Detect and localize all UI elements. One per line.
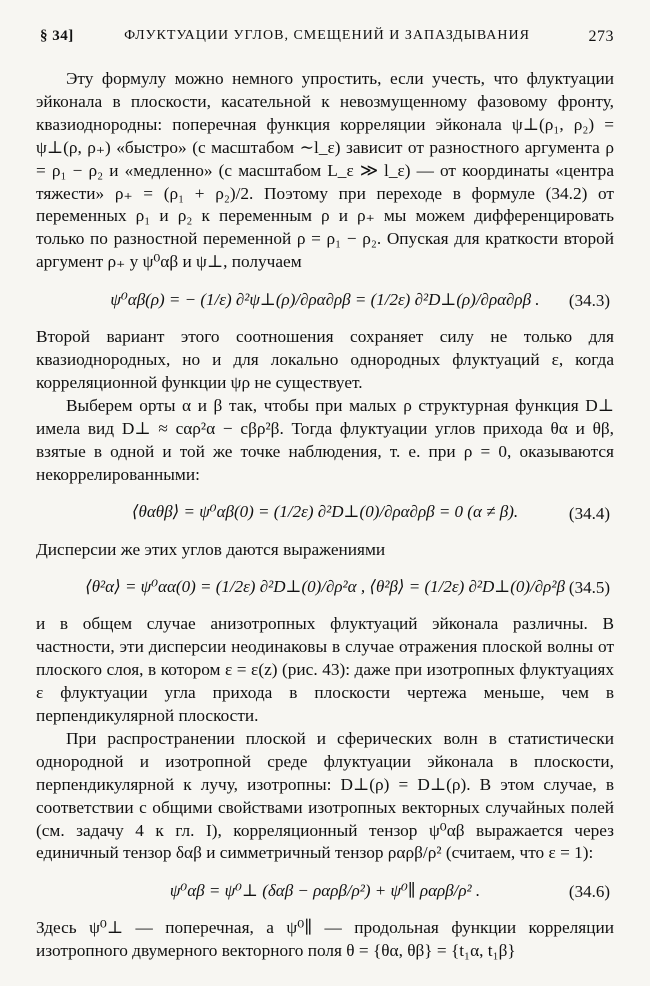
page-number: 273	[588, 28, 614, 45]
equation-34-4-formula: ⟨θαθβ⟩ = ψ⁰αβ(0) = (1/2ε) ∂²D⊥(0)/∂ρα∂ρβ = 0 (α ≠ β).	[131, 502, 519, 522]
equation-34-3-number: (34.3)	[568, 291, 610, 311]
running-title: ФЛУКТУАЦИИ УГЛОВ, СМЕЩЕНИЙ И ЗАПАЗДЫВАНИЯ	[124, 28, 530, 43]
equation-34-5	[36, 565, 614, 609]
paragraph-6: При распространении плоской и сферических волн в статистически однородной и изотропной среде флуктуации эйконала в плоскости, перпендикулярной к лучу, изотропны: D⊥(ρ) = D⊥(ρ). В этом случае, в соответствии с общими свойствами изотропных векторных случайных полей (см. задачу 4 к гл. I), корреляционный тензор ψ⁰αβ выражается через единичный тензор δαβ и симметричный тензор ραρβ/ρ² (считаем, что ε = 1):	[36, 728, 614, 863]
equation-34-6-number: (34.6)	[568, 882, 610, 902]
running-header	[40, 28, 614, 50]
section-marker: § 34]	[40, 28, 74, 44]
paragraph-4: Дисперсии же этих углов даются выражениями	[36, 539, 386, 559]
equation-34-3-formula: ψ⁰αβ(ρ) = − (1/ε) ∂²ψ⊥(ρ)/∂ρα∂ρβ = (1/2ε) ∂²D⊥(ρ)/∂ρα∂ρβ .	[110, 289, 540, 309]
equation-34-3	[36, 278, 614, 322]
equation-34-4-number: (34.4)	[568, 503, 610, 523]
paragraph-2: Второй вариант этого соотношения сохраняет силу не только для квазиоднородных, но и для локально однородных флуктуаций ε, когда корреляционной функции ψρ не существует.	[36, 327, 614, 392]
paragraph-3: Выберем орты α и β так, чтобы при малых ρ структурная функция D⊥ имела вид D⊥ ≈ cαρ²α − cβρ²β. Тогда флуктуации углов прихода θα и θβ, взятые в одной и той же точке наблюдения, т. е. при ρ = 0, оказываются некоррелированными:	[36, 395, 614, 484]
equation-34-5-number: (34.5)	[568, 578, 610, 598]
equation-34-6-formula: ψ⁰αβ = ψ⁰⊥ (δαβ − ραρβ/ρ²) + ψ⁰∥ ραρβ/ρ² .	[169, 880, 481, 900]
paragraph-1: Эту формулу можно немного упростить, если учесть, что флуктуации эйконала в плоскости, касательной к невозмущенному фазовому фронту, квазиоднородны: поперечная функция корреляции эйконала ψ⊥(ρ₁, ρ₂) = ψ⊥(ρ, ρ₊) «быстро» (с масштабом ∼l_ε) зависит от разностного аргумента ρ = ρ₁ − ρ₂ и «медленно» (с масштабом L_ε ≫ l_ε) — от координаты «центра тяжести» ρ₊ = (ρ₁ + ρ₂)/2. Поэтому при переходе в формуле (34.2) от переменных ρ₁ и ρ₂ к переменным ρ и ρ₊ мы можем дифференцировать только по разностной переменной ρ = ρ₁ − ρ₂. Опуская для краткости второй аргумент ρ₊ у ψ⁰αβ и ψ⊥, получаем	[36, 69, 614, 272]
paragraph-7: Здесь ψ⁰⊥ — поперечная, а ψ⁰∥ — продольная функции корреляции изотропного двумерного векторного поля θ = {θα, θβ} = {t₁α, t₁β}	[36, 918, 614, 961]
equation-34-5-formula: ⟨θ²α⟩ = ψ⁰αα(0) = (1/2ε) ∂²D⊥(0)/∂ρ²α , ⟨θ²β⟩ = (1/2ε) ∂²D⊥(0)/∂ρ²β	[85, 576, 565, 596]
page-body	[36, 68, 614, 963]
equation-34-6	[36, 869, 614, 913]
paragraph-5: и в общем случае анизотропных флуктуаций эйконала различны. В частности, эти дисперсии неодинаковы в случае отражения плоской волны от плоского слоя, в котором ε = ε(z) (рис. 43): даже при изотропных флуктуациях ε флуктуации угла прихода в плоскости чертежа меньше, чем в перпендикулярной плоскости.	[36, 614, 614, 726]
equation-34-4	[36, 491, 614, 535]
